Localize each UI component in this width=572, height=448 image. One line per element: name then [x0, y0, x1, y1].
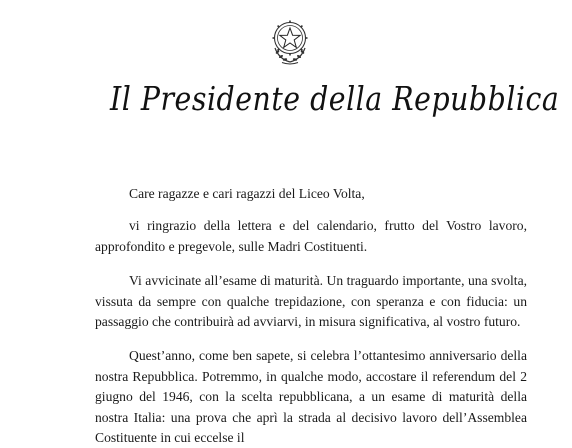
letter-salutation: Care ragazze e cari ragazzi del Liceo Volta,	[129, 186, 365, 201]
letterhead-title	[110, 76, 560, 122]
italian-republic-emblem-icon	[269, 18, 311, 66]
letter-paragraph: vi ringrazio della lettera e del calendario, frutto del Vostro lavoro, approfondito e pregevole, sulle Madri Costituenti.	[95, 218, 527, 254]
letter-paragraph: Quest’anno, come ben sapete, si celebra l’ottantesimo anniversario della nostra Repubblica. Potremmo, in qualche modo, accostare il referendum del 2 giugno del 1946, con la scelta repubblicana, a un esame di maturità della nostra Italia: una prova che aprì la strada al decisivo lavoro dell’Assemblea Costituente in cui eccelse il	[95, 348, 527, 446]
letter-paragraph: Vi avvicinate all’esame di maturità. Un traguardo importante, una svolta, vissuta da sempre con qualche trepidazione, con speranza e con fiducia: un passaggio che contribuirà ad avviarvi, in misura significativa, al vostro futuro.	[95, 273, 527, 330]
letter-body	[95, 184, 527, 448]
letterhead-title-text: Il Presidente della Repubblica	[110, 79, 560, 118]
